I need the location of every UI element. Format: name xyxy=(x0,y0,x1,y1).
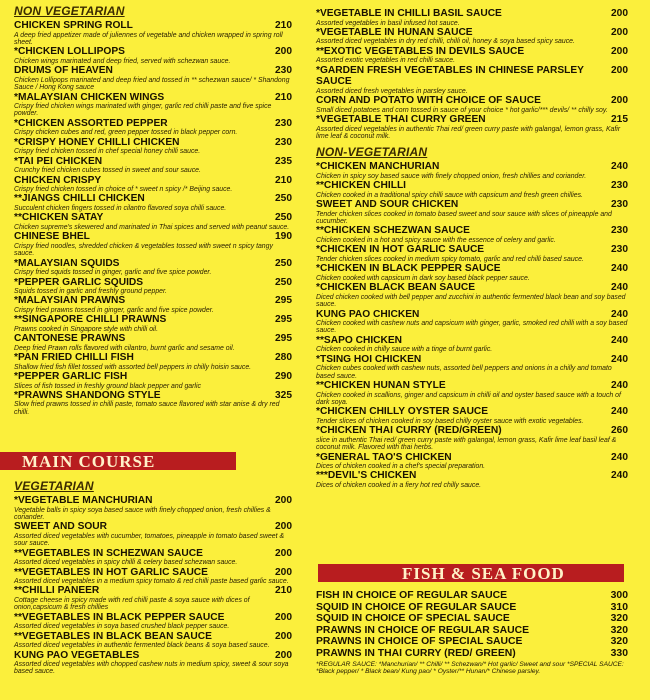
menu-item xyxy=(14,495,292,521)
menu-item-row xyxy=(14,390,292,402)
menu-item xyxy=(316,636,628,648)
menu-item xyxy=(316,244,628,263)
menu-item-row xyxy=(316,8,628,20)
menu-item-name: **VEGETABLES IN BLACK BEAN SAUCE xyxy=(14,630,212,642)
menu-item-name: **SINGAPORE CHILLI PRAWNS xyxy=(14,314,167,326)
menu-item xyxy=(14,548,292,567)
menu-item-row xyxy=(316,282,628,294)
menu-item xyxy=(316,65,628,95)
menu-item-name: *TAI PEI CHICKEN xyxy=(14,155,103,167)
fish-seafood-title: FISH & SEA FOOD xyxy=(402,564,565,583)
menu-item xyxy=(14,631,292,650)
menu-item-name: *CHICKEN THAI CURRY (RED/GREEN) xyxy=(316,425,502,437)
menu-item xyxy=(316,225,628,244)
menu-item-row xyxy=(316,380,628,392)
menu-item-row xyxy=(316,46,628,58)
menu-item-price: 320 xyxy=(610,613,628,625)
menu-item-description: Crispy chicken cubes and red, green pepper tossed in black pepper corn. xyxy=(14,129,238,137)
menu-item-name: **CHICKEN SCHEZWAN SAUCE xyxy=(316,225,470,237)
menu-item xyxy=(316,602,628,614)
menu-item-price: 200 xyxy=(611,45,628,57)
menu-item-price: 230 xyxy=(611,180,628,192)
menu-item-row xyxy=(14,212,292,224)
main-course-title: MAIN COURSE xyxy=(22,452,156,471)
menu-item-row xyxy=(14,65,292,77)
menu-item-row xyxy=(14,333,292,345)
menu-item-row xyxy=(316,225,628,237)
menu-item-name: DRUMS OF HEAVEN xyxy=(14,65,113,77)
menu-item-name: **CHILLI PANEER xyxy=(14,585,100,597)
menu-item xyxy=(316,199,628,225)
menu-item-description: Crispy fried chicken tossed in chef special honey chilli sauce. xyxy=(14,148,201,156)
menu-item xyxy=(316,425,628,451)
menu-item-name: FISH IN CHOICE OF REGULAR SAUCE xyxy=(316,590,508,601)
menu-item-name: KUNG PAO VEGETABLES xyxy=(14,649,140,661)
menu-item-description: Assorted diced fresh vegetables in parsley sauce. xyxy=(316,87,468,95)
menu-item-price: 200 xyxy=(275,547,292,559)
menu-item-row xyxy=(14,258,292,270)
menu-item-price: 250 xyxy=(275,193,292,205)
menu-item xyxy=(316,309,628,335)
menu-item-name: *PAN FRIED CHILLI FISH xyxy=(14,352,134,364)
menu-item xyxy=(316,380,628,406)
section-title-non-vegetarian-main: NON-VEGETARIAN xyxy=(316,145,428,160)
menu-item-row xyxy=(316,309,628,321)
menu-item-row xyxy=(14,295,292,307)
menu-item-name: *MALAYSIAN PRAWNS xyxy=(14,295,126,307)
menu-item-row xyxy=(316,95,628,107)
menu-item xyxy=(14,612,292,631)
menu-item-description: Assorted diced vegetables in soya based crushed black pepper sauce. xyxy=(14,623,230,631)
menu-item-description: Tender chicken slices cooked in medium spicy tomato, garlic and red chilli based sauce. xyxy=(316,255,584,263)
menu-item-price: 200 xyxy=(275,521,292,533)
menu-item-row xyxy=(14,20,292,32)
menu-item-price: 240 xyxy=(611,334,628,346)
menu-item xyxy=(316,625,628,637)
section-title-vegetarian: VEGETARIAN xyxy=(14,479,94,493)
menu-item-name: *MALAYSIAN SQUIDS xyxy=(14,257,120,269)
menu-item-row xyxy=(316,161,628,173)
menu-item-name: *VEGETABLE THAI CURRY GREEN xyxy=(316,114,486,126)
menu-item-name: *VEGETABLE MANCHURIAN xyxy=(14,495,153,506)
menu-item-row xyxy=(14,277,292,289)
menu-item-price: 200 xyxy=(275,630,292,642)
menu-item-row xyxy=(14,567,292,579)
menu-item-description: Assorted diced vegetables in authentic fermented black beans & soya based sauce. xyxy=(14,642,270,650)
menu-item-description: Crispy fried prawns tossed in ginger, garlic and five spice powder. xyxy=(14,306,214,314)
menu-item-row xyxy=(316,354,628,366)
menu-item-price: 320 xyxy=(610,636,628,648)
menu-item-name: *GENERAL TAO'S CHICKEN xyxy=(316,451,452,463)
menu-item-price: 310 xyxy=(610,601,628,613)
menu-item-description: A deep fried appetizer made of juliennes of vegetable and chicken wrapped in spring roll sheet. xyxy=(14,31,283,46)
menu-item-name: *CHICKEN MANCHURIAN xyxy=(316,161,440,173)
menu-item-row xyxy=(14,612,292,624)
menu-item-price: 240 xyxy=(611,406,628,418)
veg-main-list-continued xyxy=(316,8,628,140)
menu-item xyxy=(14,333,292,352)
menu-item-price: 210 xyxy=(275,91,292,103)
menu-item-price: 200 xyxy=(275,495,292,506)
sauce-note: *REGULAR SAUCE: *Manchurian/ ** Chilli/ ** Schezwan/* Hot garlic/ Sweet and sour *SPECIAL SAUCE: *Black pepper/ * Black bean/ Kung pao/ * Oyster/** Hunan/* Chinese parsley. xyxy=(316,660,624,675)
menu-item-name: *CHICKEN IN BLACK PEPPER SAUCE xyxy=(316,263,501,275)
menu-item xyxy=(14,567,292,586)
menu-item-price: 250 xyxy=(275,257,292,269)
fish-list xyxy=(316,590,628,675)
menu-item-name: **EXOTIC VEGETABLES IN DEVILS SAUCE xyxy=(316,45,525,57)
menu-item-row xyxy=(14,371,292,383)
menu-item xyxy=(14,585,292,611)
menu-item-row xyxy=(316,613,628,625)
menu-item xyxy=(14,231,292,257)
menu-item-name: CHINESE BHEL xyxy=(14,231,90,243)
menu-item-row xyxy=(14,231,292,243)
menu-item-description: Crispy fried squids tossed in ginger, garlic and five spice powder. xyxy=(14,269,212,277)
menu-item-row xyxy=(14,631,292,643)
menu-item-description: Chicken wings marinated and deep fried, served with schezwan sauce. xyxy=(14,57,231,65)
menu-item-description: Assorted diced vegetables in authentic Thai red/ green curry paste with galangal, lemon grass, Kafir lime leaf & coconut milk. xyxy=(316,125,621,140)
menu-item-row xyxy=(14,46,292,58)
menu-item-description: Shallow fried fish fillet tossed with assorted bell peppers in chilly hoisin sauce. xyxy=(14,363,252,371)
menu-item-row xyxy=(316,625,628,637)
menu-item-row xyxy=(316,590,628,602)
menu-item-description: Crispy fried chicken tossed in choice of * sweet n spicy /* Beijing sauce. xyxy=(14,186,233,194)
menu-item xyxy=(316,282,628,308)
left-column xyxy=(14,3,292,416)
menu-item xyxy=(14,137,292,156)
menu-item-row xyxy=(316,425,628,437)
menu-item-description: Slices of fish tossed in freshly ground black pepper and garlic xyxy=(14,382,201,390)
menu-item-row xyxy=(14,137,292,149)
menu-item-name: *PEPPER GARLIC SQUIDS xyxy=(14,276,144,288)
menu-item xyxy=(14,258,292,277)
menu-item-price: 235 xyxy=(275,155,292,167)
menu-item xyxy=(14,352,292,371)
menu-item xyxy=(316,648,628,660)
menu-item-description: Small diced potatoes and corn tossed in sauce of your choice * hot garlic/*** devils/ ** chilly soy. xyxy=(316,106,608,114)
menu-item-row xyxy=(316,335,628,347)
menu-item-description: Squids tossed in garlic and freshly ground pepper. xyxy=(14,288,167,295)
menu-item-name: **CHICKEN HUNAN STYLE xyxy=(316,380,446,392)
menu-item xyxy=(14,46,292,65)
menu-item-row xyxy=(316,636,628,648)
menu-item-name: PRAWNS IN CHOICE OF SPECIAL SAUCE xyxy=(316,636,523,648)
menu-item xyxy=(14,92,292,118)
menu-item-row xyxy=(316,199,628,211)
menu-item-description: Vegetable balls in spicy soya based sauce with finely chopped onion, fresh chillies & coriander. xyxy=(14,506,271,521)
menu-item-row xyxy=(14,352,292,364)
menu-item-price: 325 xyxy=(275,389,292,401)
menu-item xyxy=(316,452,628,471)
menu-item-price: 230 xyxy=(611,225,628,237)
menu-item-price: 230 xyxy=(275,136,292,148)
menu-item xyxy=(14,212,292,231)
menu-item-row xyxy=(316,114,628,126)
menu-item-name: **CHICKEN SATAY xyxy=(14,212,104,224)
menu-item-price: 200 xyxy=(611,64,628,76)
menu-item-price: 290 xyxy=(275,371,292,383)
menu-item-price: 240 xyxy=(611,380,628,392)
menu-item-price: 240 xyxy=(611,161,628,173)
menu-item-price: 200 xyxy=(611,8,628,19)
menu-item-row xyxy=(316,263,628,275)
menu-item-price: 330 xyxy=(610,647,628,659)
section-title-non-vegetarian: NON VEGETARIAN xyxy=(14,4,125,18)
menu-item xyxy=(14,65,292,91)
menu-item xyxy=(316,180,628,199)
menu-item-price: 210 xyxy=(275,174,292,186)
menu-item-name: **SAPO CHICKEN xyxy=(316,334,403,346)
menu-item-description: Deep fried Prawn rolls flavored with cilantro, burnt garlic and sesame oil. xyxy=(14,344,235,352)
menu-item-row xyxy=(14,585,292,597)
menu-item xyxy=(316,27,628,46)
menu-item-row xyxy=(316,406,628,418)
menu-item-description: Diced chicken cooked with bell pepper and zucchini in authentic fermented black bean and soy based sauce. xyxy=(316,293,626,309)
menu-item-price: 295 xyxy=(275,333,292,345)
menu-item-row xyxy=(14,548,292,560)
fish-items xyxy=(316,590,628,660)
menu-item-description: Chicken cubes cooked with cashew nuts, assorted bell peppers and onions in a chilly and tomato based sauce. xyxy=(316,365,612,380)
menu-item-description: Dices of chicken cooked in a fiery hot red chilly sauce. xyxy=(316,481,482,489)
menu-item-price: 260 xyxy=(611,425,628,437)
menu-item xyxy=(316,590,628,602)
menu-item-row xyxy=(14,193,292,205)
menu-item-description: Crunchy fried chicken cubes tossed in sweet and sour sauce. xyxy=(14,167,201,175)
menu-item-description: Assorted diced vegetables with cucumber, tomatoes, pineapple in tomato based sweet & sour sauce. xyxy=(14,532,285,548)
menu-item-row xyxy=(14,650,292,662)
menu-item-row xyxy=(14,175,292,187)
menu-item-row xyxy=(14,156,292,168)
menu-item-price: 200 xyxy=(611,26,628,38)
menu-item xyxy=(316,470,628,489)
menu-item xyxy=(14,193,292,212)
menu-item-price: 240 xyxy=(611,282,628,294)
menu-item-name: KUNG PAO CHICKEN xyxy=(316,308,420,320)
menu-item-price: 230 xyxy=(611,244,628,256)
menu-item-name: ***DEVIL'S CHICKEN xyxy=(316,470,417,482)
menu-item-name: SWEET AND SOUR xyxy=(14,521,108,533)
menu-item xyxy=(316,263,628,282)
menu-item-description: Chicken in spicy soy based sauce with finely chopped onion, fresh chillies and coriander. xyxy=(316,172,587,180)
menu-item-name: **CHICKEN CHILLI xyxy=(316,180,406,192)
menu-item-description: Dices of chicken cooked in a chef's special preparation. xyxy=(316,463,486,471)
menu-item-row xyxy=(316,470,628,482)
menu-item-name: SQUID IN CHOICE OF SPECIAL SAUCE xyxy=(316,613,510,625)
menu-item xyxy=(316,335,628,354)
menu-item-name: CORN AND POTATO WITH CHOICE OF SAUCE xyxy=(316,95,541,107)
menu-item xyxy=(14,521,292,547)
menu-item-row xyxy=(14,92,292,104)
menu-item-row xyxy=(316,180,628,192)
menu-item xyxy=(14,314,292,333)
menu-item-description: Tender slices of chicken cooked in soy based chilly oyster sauce with exotic vegetables. xyxy=(316,417,584,425)
menu-item-price: 200 xyxy=(611,95,628,107)
menu-item-description: Chicken cooked in scallions, ginger and capsicum in chilli oil and oyster based sauce with a touch of dark soya. xyxy=(316,391,621,406)
menu-item-price: 230 xyxy=(611,199,628,211)
menu-item-name: *PEPPER GARLIC FISH xyxy=(14,371,128,383)
menu-item-price: 240 xyxy=(611,263,628,275)
menu-item-row xyxy=(316,27,628,39)
menu-item-description: Assorted diced vegetables in a medium spicy tomato & red chilli paste based garlic sauce. xyxy=(14,578,289,586)
menu-item-name: *TSING HOI CHICKEN xyxy=(316,353,422,365)
menu-item-price: 215 xyxy=(611,114,628,126)
menu-item-description: Chicken cooked with capsicum in dark soy based black pepper sauce. xyxy=(316,274,530,282)
menu-item xyxy=(14,118,292,137)
menu-item-price: 300 xyxy=(610,590,628,601)
menu-item-name: **VEGETABLES IN SCHEZWAN SAUCE xyxy=(14,547,203,559)
menu-item-price: 240 xyxy=(611,470,628,482)
menu-item-description: Chicken supreme's skewered and marinated in Thai spices and served with peanut sauce. xyxy=(14,223,290,231)
menu-item-row xyxy=(316,65,628,88)
menu-item-name: *PRAWNS SHANDONG STYLE xyxy=(14,389,161,401)
menu-item-description: Cottage cheese in spicy made with red chilli paste & soya sauce with dices of onion,capsicum & fresh chillies xyxy=(14,596,250,612)
menu-item-name: **JIANGS CHILLI CHICKEN xyxy=(14,193,145,205)
menu-item xyxy=(14,156,292,175)
menu-item-row xyxy=(316,648,628,660)
menu-item-row xyxy=(316,244,628,256)
menu-item-price: 240 xyxy=(611,308,628,320)
menu-item-description: Slow fried prawns tossed in chilli paste, tomato sauce flavored with star anise & dry red chilli. xyxy=(14,401,280,416)
menu-item-price: 230 xyxy=(275,65,292,77)
menu-item-name: SQUID IN CHOICE OF REGULAR SAUCE xyxy=(316,601,517,613)
menu-item-row xyxy=(316,452,628,464)
menu-item xyxy=(14,650,292,676)
menu-item xyxy=(14,20,292,46)
veg-main-list xyxy=(14,495,292,676)
menu-item xyxy=(14,295,292,314)
menu-item-name: *VEGETABLE IN CHILLI BASIL SAUCE xyxy=(316,8,502,19)
menu-item xyxy=(316,406,628,425)
menu-item-description: Prawns cooked in Singapore style with chilli oil. xyxy=(14,325,159,333)
menu-item-name: CANTONESE PRAWNS xyxy=(14,333,126,345)
menu-item-name: *CHICKEN IN HOT GARLIC SAUCE xyxy=(316,244,485,256)
menu-item-name: PRAWNS IN CHOICE OF REGULAR SAUCE xyxy=(316,624,530,636)
menu-item xyxy=(316,161,628,180)
menu-item-price: 320 xyxy=(610,624,628,636)
menu-item-price: 230 xyxy=(275,117,292,129)
menu-item-name: *GARDEN FRESH VEGETABLES IN CHINESE PARSLEY SAUCE xyxy=(316,64,584,88)
menu-item-description: Assorted diced vegetables in spicy chilli & celery based schezwan sauce. xyxy=(14,559,238,567)
menu-item-row xyxy=(316,602,628,614)
menu-item-name: CHICKEN CRISPY xyxy=(14,174,102,186)
menu-item-price: 250 xyxy=(275,212,292,224)
menu-item-description: Assorted diced vegetables in dry red chilli, chilli oil, honey & soya based spicy sauce. xyxy=(316,38,575,46)
menu-item-name: SWEET AND SOUR CHICKEN xyxy=(316,199,459,211)
menu-item xyxy=(316,354,628,380)
menu-item-name: *CHICKEN LOLLIPOPS xyxy=(14,46,125,58)
menu-item-description: Chicken cooked with cashew nuts and capsicum with ginger, garlic, smoked red chilli with a soy based sauce. xyxy=(316,320,628,335)
menu-item-name: CHICKEN SPRING ROLL xyxy=(14,20,133,31)
menu-item-name: PRAWNS IN THAI CURRY (RED/ GREEN) xyxy=(316,647,516,659)
menu-item-name: *MALAYSIAN CHICKEN WINGS xyxy=(14,91,165,103)
menu-item-price: 190 xyxy=(275,231,292,243)
main-course-banner xyxy=(0,452,236,470)
menu-item-price: 210 xyxy=(275,585,292,597)
menu-item xyxy=(316,46,628,65)
menu-item-row xyxy=(14,521,292,533)
menu-item-description: Assorted diced vegetables with chopped cashew nuts in medium spicy, sweet & sour soya based sauce. xyxy=(14,661,289,676)
menu-item-price: 240 xyxy=(611,353,628,365)
menu-item-description: Assorted vegetables in basil infused hot sauce. xyxy=(316,19,460,27)
menu-item-row xyxy=(14,495,292,507)
menu-item-description: Succulent chicken fingers tossed in cilantro flavored soya chilli sauce. xyxy=(14,204,227,212)
non-veg-main-list xyxy=(316,161,628,489)
menu-item xyxy=(316,613,628,625)
menu-item-price: 250 xyxy=(275,276,292,288)
menu-item-price: 210 xyxy=(275,20,292,31)
menu-item-price: 295 xyxy=(275,295,292,307)
menu-item-description: Tender chicken slices cooked in tomato based sweet and sour sauce with slices of pineapple and cucumber. xyxy=(316,210,612,226)
menu-item-price: 280 xyxy=(275,352,292,364)
menu-item-description: Chicken cooked in chilly sauce with a tinge of burnt garlic. xyxy=(316,346,493,354)
menu-item-name: **VEGETABLES IN BLACK PEPPER SAUCE xyxy=(14,611,225,623)
menu-item-description: Chicken cooked in a hot and spicy sauce with the essence of celery and garlic. xyxy=(316,236,556,244)
menu-item-price: 240 xyxy=(611,451,628,463)
menu-item-name: *CHICKEN CHILLY OYSTER SAUCE xyxy=(316,406,489,418)
menu-item-price: 200 xyxy=(275,649,292,661)
menu-item xyxy=(316,8,628,27)
menu-item-description: Chicken cooked in a traditional spicy chilli sauce with capsicum and fresh green chillies. xyxy=(316,191,583,199)
menu-item xyxy=(14,277,292,296)
menu-item-name: *CRISPY HONEY CHILLI CHICKEN xyxy=(14,136,180,148)
menu-item-description: Crispy fried chicken wings marinated with ginger, garlic red chilli paste and five spice powder. xyxy=(14,103,272,118)
menu-item-name: **VEGETABLES IN HOT GARLIC SAUCE xyxy=(14,566,208,578)
menu-item-row xyxy=(14,118,292,130)
menu-item xyxy=(316,114,628,140)
menu-item-description: Chicken Lollipops marinated and deep fried and tossed in ** schezwan sauce/ * Shandong Sauce / Hong Kong sauce xyxy=(14,76,290,92)
menu-item-description: Assorted exotic vegetables in red chilli sauce. xyxy=(316,57,456,65)
menu-item-description: Crispy fried noodles, shredded chicken & vegetables tossed with sweet n spicy tangy sauce. xyxy=(14,242,273,258)
menu-item-name: *CHICKEN BLACK BEAN SAUCE xyxy=(316,282,476,294)
fish-seafood-banner xyxy=(318,564,624,582)
right-column xyxy=(316,8,628,489)
menu-item-price: 200 xyxy=(275,46,292,58)
menu-item xyxy=(14,371,292,390)
left-column-veg xyxy=(14,478,292,676)
menu-item-description: slice in authentic Thai red/ green curry paste with galangal, lemon grass, Kafir lime leaf basil leaf & coconut milk. Flavored with thai herbs. xyxy=(316,436,617,452)
menu-item-name: *CHICKEN ASSORTED PEPPER xyxy=(14,117,168,129)
menu-item xyxy=(14,175,292,194)
menu-item-price: 295 xyxy=(275,314,292,326)
non-veg-starters-list xyxy=(14,20,292,416)
menu-item-price: 200 xyxy=(275,611,292,623)
menu-item-name: *VEGETABLE IN HUNAN SAUCE xyxy=(316,26,473,38)
menu-item-price: 200 xyxy=(275,566,292,578)
menu-item xyxy=(14,390,292,416)
menu-item xyxy=(316,95,628,114)
menu-item-row xyxy=(14,314,292,326)
